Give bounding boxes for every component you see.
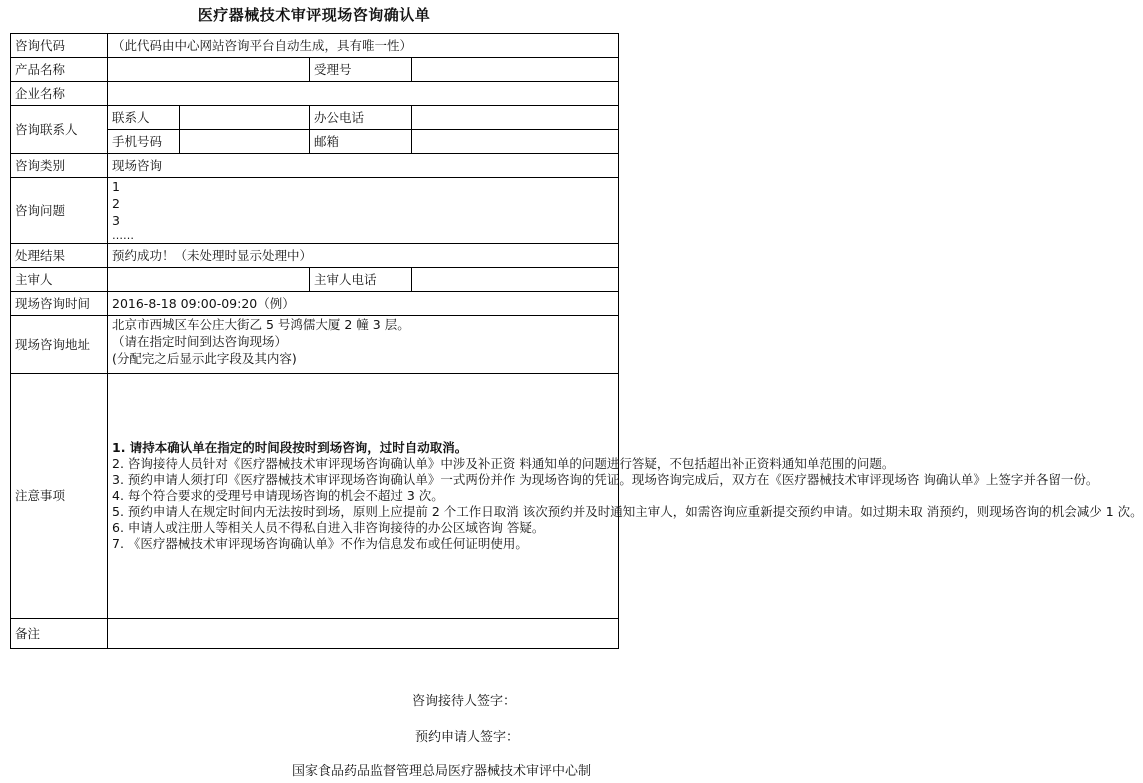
address-line: (分配完之后显示此字段及其内容) bbox=[112, 351, 297, 366]
problem-item: 2 bbox=[112, 196, 120, 211]
type-value: 现场咨询 bbox=[108, 154, 619, 178]
code-label: 咨询代码 bbox=[11, 34, 108, 58]
row-code bbox=[11, 34, 619, 58]
notes-list bbox=[108, 374, 1143, 619]
problem-label: 咨询问题 bbox=[11, 178, 108, 244]
product-value bbox=[108, 58, 310, 82]
office-phone-value bbox=[412, 106, 619, 130]
problem-list bbox=[108, 178, 619, 244]
row-memo bbox=[11, 619, 619, 649]
row-notes bbox=[11, 374, 619, 619]
reviewer-label: 主审人 bbox=[11, 268, 108, 292]
acceptance-value bbox=[412, 58, 619, 82]
row-contact-1 bbox=[11, 106, 619, 130]
contact-label: 咨询联系人 bbox=[11, 106, 108, 154]
reviewer-phone-value bbox=[412, 268, 619, 292]
code-value: （此代码由中心网站咨询平台自动生成，具有唯一性） bbox=[108, 34, 619, 58]
row-address bbox=[11, 316, 619, 374]
contact-person-value bbox=[180, 106, 310, 130]
confirmation-form bbox=[10, 33, 1143, 649]
issuer-label: 国家食品药品监督管理总局医疗器械技术审评中心制 bbox=[292, 764, 592, 779]
result-label: 处理结果 bbox=[11, 244, 108, 268]
company-label: 企业名称 bbox=[11, 82, 108, 106]
receiver-signature-label: 咨询接待人签字： bbox=[412, 694, 517, 709]
row-result bbox=[11, 244, 619, 268]
memo-label: 备注 bbox=[11, 619, 108, 649]
row-problem bbox=[11, 178, 619, 244]
note-item: 1. 请持本确认单在指定的时间段按时到场咨询，过时自动取消。 bbox=[112, 440, 468, 455]
address-line: 北京市西城区车公庄大街乙 5 号鸿儒大厦 2 幢 3 层。 bbox=[112, 317, 410, 332]
address-line: （请在指定时间到达咨询现场） bbox=[112, 334, 288, 349]
type-label: 咨询类别 bbox=[11, 154, 108, 178]
row-company bbox=[11, 82, 619, 106]
note-item: 7. 《医疗器械技术审评现场咨询确认单》不作为信息发布或任何证明使用。 bbox=[112, 536, 528, 551]
note-item: 3. 预约申请人须打印《医疗器械技术审评现场咨询确认单》一式两份并作 为现场咨询的凭证。现场咨询完成后，双方在《医疗器械技术审评现场咨 询确认单》上签字并各留一份。 bbox=[112, 472, 1099, 487]
address-label: 现场咨询地址 bbox=[11, 316, 108, 374]
form-title: 医疗器械技术审评现场咨询确认单 bbox=[197, 6, 431, 24]
row-type bbox=[11, 154, 619, 178]
row-time bbox=[11, 292, 619, 316]
note-item: 5. 预约申请人在规定时间内无法按时到场，原则上应提前 2 个工作日取消 该次预约并及时通知主审人，如需咨询应重新提交预约申请。如过期未取 消预约，则现场咨询的机会减少 1 次。 bbox=[112, 504, 1143, 519]
acceptance-label: 受理号 bbox=[310, 58, 412, 82]
email-value bbox=[412, 130, 619, 154]
contact-person-label: 联系人 bbox=[108, 106, 180, 130]
row-product bbox=[11, 58, 619, 82]
applicant-signature-label: 预约申请人签字： bbox=[415, 730, 520, 745]
result-value: 预约成功！（未处理时显示处理中） bbox=[108, 244, 619, 268]
memo-value bbox=[108, 619, 619, 649]
email-label: 邮箱 bbox=[310, 130, 412, 154]
note-item: 4. 每个符合要求的受理号申请现场咨询的机会不超过 3 次。 bbox=[112, 488, 444, 503]
problem-item: …… bbox=[112, 229, 134, 242]
product-label: 产品名称 bbox=[11, 58, 108, 82]
note-item: 2. 咨询接待人员针对《医疗器械技术审评现场咨询确认单》中涉及补正资 料通知单的问题进行答疑，不包括超出补正资料通知单范围的问题。 bbox=[112, 456, 895, 471]
address-value bbox=[108, 316, 619, 374]
problem-item: 1 bbox=[112, 179, 120, 194]
mobile-value bbox=[180, 130, 310, 154]
row-reviewer bbox=[11, 268, 619, 292]
office-phone-label: 办公电话 bbox=[310, 106, 412, 130]
note-item: 6. 申请人或注册人等相关人员不得私自进入非咨询接待的办公区域咨询 答疑。 bbox=[112, 520, 545, 535]
time-value: 2016-8-18 09:00-09:20（例） bbox=[108, 292, 619, 316]
notes-label: 注意事项 bbox=[11, 374, 108, 619]
time-label: 现场咨询时间 bbox=[11, 292, 108, 316]
reviewer-phone-label: 主审人电话 bbox=[310, 268, 412, 292]
problem-item: 3 bbox=[112, 213, 120, 228]
reviewer-value bbox=[108, 268, 310, 292]
mobile-label: 手机号码 bbox=[108, 130, 180, 154]
company-value bbox=[108, 82, 619, 106]
